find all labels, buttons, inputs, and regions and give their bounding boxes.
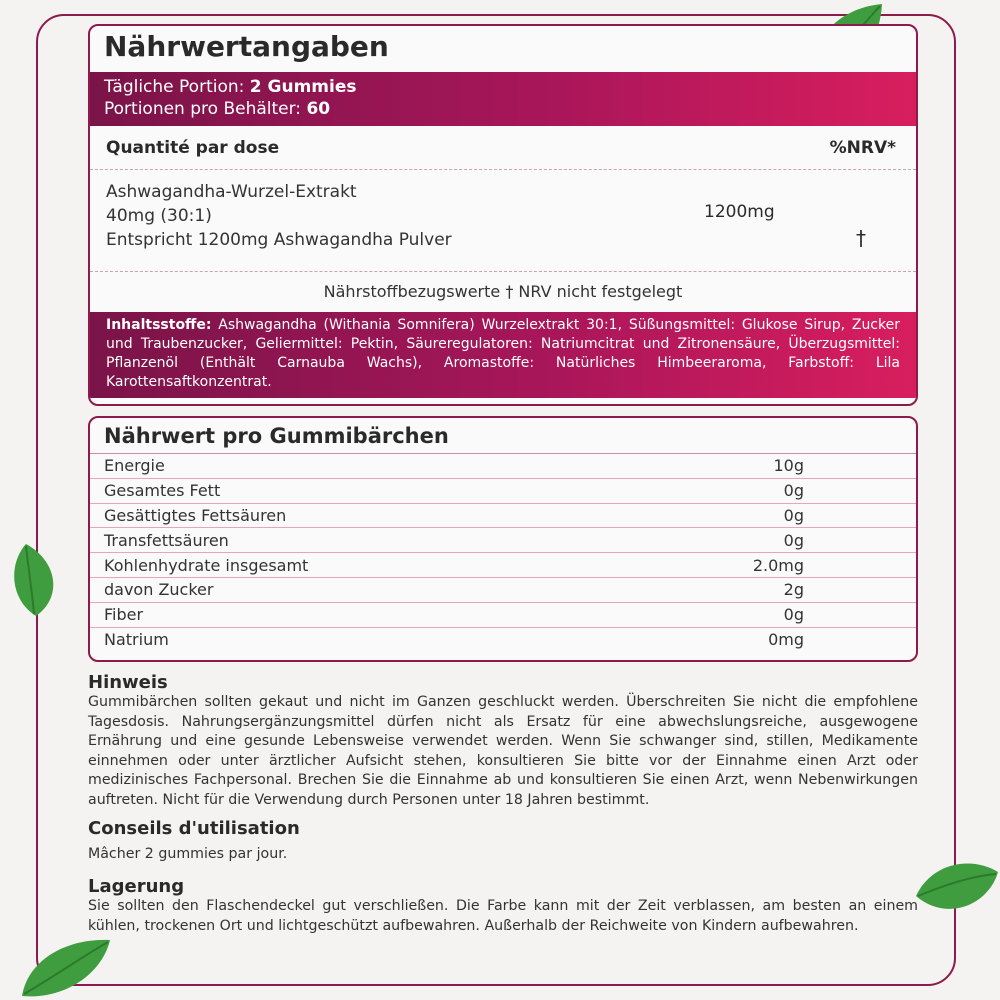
row-value: 0g — [783, 530, 804, 550]
row-label: Natrium — [104, 630, 169, 650]
notice-text: Gummibärchen sollten gekaut und nicht im Ganzen geschluckt werden. Überschreiten Sie nicht die empfohlene Tagesdosis. Nahrungsergänzungsmittel dürfen nicht als Ersatz für eine abwechslungsreiche, ausgewogene Ernährung und eine gesunde Lebensweise verwendet werden. Wenn Sie schwanger sind, stillen, Medikamente einnehmen oder unter ärztlicher Aufsicht stehen, konsultieren Sie bitte vor der Einnahme einen Arzt oder medizinisches Fachpersonal. Brechen Sie die Einnahme ab und konsultieren Sie einen Arzt, wenn Nebenwirkungen auftreten. Nicht für die Verwendung durch Personen unter 18 Jahren bestimmt. — [88, 694, 918, 808]
row-label: Gesamtes Fett — [104, 481, 221, 501]
row-label: Transfettsäuren — [104, 530, 229, 550]
table-row — [90, 553, 916, 578]
table-header — [90, 126, 916, 170]
storage-text: Sie sollten den Flaschendeckel gut verschließen. Die Farbe kann mit der Zeit verblassen, am besten an einem kühlen, trockenen Ort und lichtgeschützt aufbewahren. Außerhalb der Reichweite von Kindern aufbewahren. — [88, 898, 918, 934]
ingredient-name-line3: Entspricht 1200mg Ashwagandha Pulver — [106, 230, 452, 250]
table-row — [90, 454, 916, 479]
quantity-header: Quantité par dose — [106, 137, 280, 158]
ingredients-text: Ashwagandha (Withania Somnifera) Wurzelextrakt 30:1, Süßungsmittel: Glukose Sirup, Zucker und Traubenzucker, Geliermittel: Pektin, Säureregulatoren: Natriumcitrat und Zitronensäure, Überzugsmittel: Pflanzenöl (Enthält Carnauba Wachs), Aromastoffe: Natürliches Himbeeraroma, Farbstoff: Lila Karottensaftkonzentrat. — [106, 317, 900, 390]
notice-title: Hinweis — [88, 672, 168, 693]
servings-per-container — [104, 98, 902, 120]
row-label: Kohlenhydrate insgesamt — [104, 555, 309, 575]
ingredient-nrv: † — [856, 226, 866, 250]
row-value: 10g — [773, 456, 804, 476]
ingredient-amount: 1200mg — [704, 202, 775, 222]
table-row — [90, 628, 916, 653]
nrv-note: Nährstoffbezugswerte † NRV nicht festgelegt — [323, 282, 683, 301]
ingredient-row — [90, 170, 916, 272]
nutrition-facts-card — [88, 24, 918, 406]
leaf-icon-bottom-left — [18, 934, 114, 1000]
nutrition-per-gummy-card — [88, 416, 918, 662]
ingredients-band — [90, 312, 916, 398]
row-value: 0g — [783, 605, 804, 625]
servings-label: Portionen pro Behälter: — [104, 99, 307, 119]
usage-text: Mâcher 2 gummies par jour. — [88, 846, 288, 862]
nutrition-title: Nährwert pro Gummibärchen — [90, 418, 916, 454]
row-value: 0g — [783, 505, 804, 525]
storage-section — [88, 876, 918, 936]
row-value: 2g — [783, 580, 804, 600]
nutrition-table — [90, 454, 916, 652]
servings-value: 60 — [306, 99, 331, 119]
leaf-icon-bottom-right — [912, 856, 1000, 926]
row-value: 0mg — [768, 630, 804, 650]
page-title: Nährwertangaben — [104, 30, 389, 63]
nrv-header: %NRV* — [829, 137, 896, 158]
daily-portion — [104, 76, 902, 98]
ingredients-label: Inhaltsstoffe: — [106, 317, 212, 333]
table-row — [90, 479, 916, 504]
row-label: Fiber — [104, 605, 144, 625]
usage-section — [88, 818, 918, 865]
ingredient-name-line2: 40mg (30:1) — [106, 206, 212, 226]
notice-section — [88, 672, 918, 810]
row-value: 0g — [783, 481, 804, 501]
table-row — [90, 528, 916, 553]
ingredient-name-line1: Ashwagandha-Wurzel-Extrakt — [106, 182, 357, 202]
portion-value: 2 Gummies — [249, 77, 357, 97]
row-label: davon Zucker — [104, 580, 214, 600]
row-label: Energie — [104, 456, 165, 476]
row-value: 2.0mg — [752, 555, 804, 575]
portion-label: Tägliche Portion: — [104, 77, 250, 97]
leaf-icon-left — [6, 540, 66, 620]
usage-title: Conseils d'utilisation — [88, 818, 300, 839]
table-row — [90, 578, 916, 603]
storage-title: Lagerung — [88, 876, 185, 897]
table-row — [90, 504, 916, 529]
row-label: Gesättigtes Fettsäuren — [104, 505, 287, 525]
portion-band — [90, 72, 916, 126]
table-row — [90, 603, 916, 628]
